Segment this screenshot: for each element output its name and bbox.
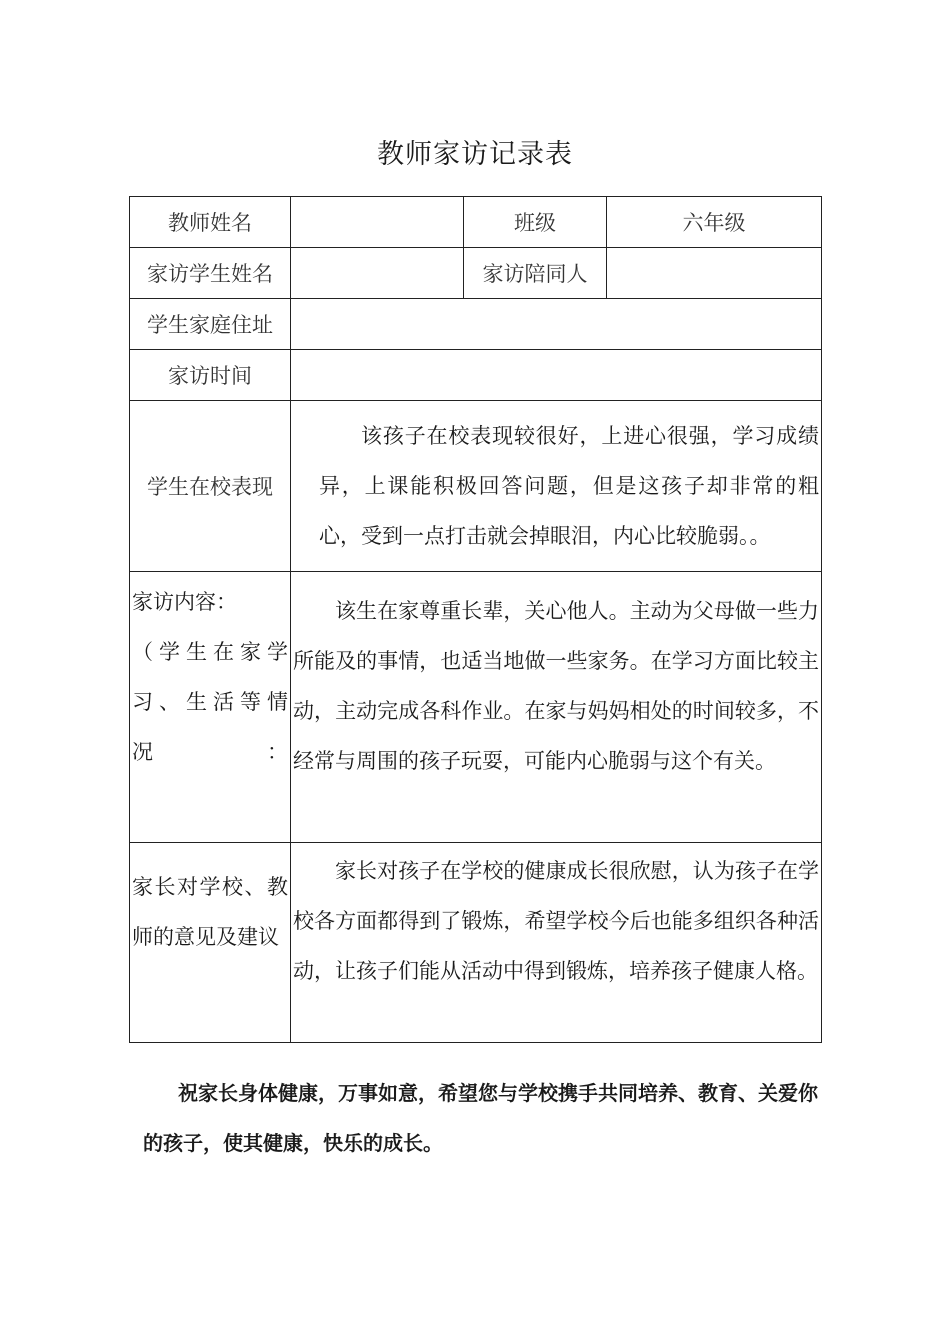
- visit-content-label-note: （学生在家学习、生活等情况：: [132, 640, 288, 764]
- teacher-name-field[interactable]: [291, 197, 464, 248]
- table-row: [130, 350, 822, 401]
- school-performance-text[interactable]: 该孩子在校表现较很好，上进心很强，学习成绩异，上课能积极回答问题，但是这孩子却非常的粗心，受到一点打击就会掉眼泪，内心比较脆弱。。: [291, 401, 822, 572]
- companion-field[interactable]: [607, 248, 822, 299]
- class-field[interactable]: 六年级: [607, 197, 822, 248]
- table-row: [130, 299, 822, 350]
- table-row: [130, 401, 822, 572]
- visit-content-label: [130, 572, 291, 843]
- student-name-field[interactable]: [291, 248, 464, 299]
- parent-opinion-label: 家长对学校、教师的意见及建议: [130, 843, 291, 1043]
- visit-content-label-title: 家访内容：: [132, 590, 237, 614]
- visit-record-table: [129, 196, 822, 1043]
- address-field[interactable]: [291, 299, 822, 350]
- table-row: [130, 843, 822, 1043]
- closing-message: 祝家长身体健康，万事如意，希望您与学校携手共同培养、教育、关爱你的孩子，使其健康，快乐的成长。: [143, 1081, 818, 1155]
- table-row: [130, 248, 822, 299]
- table-row: [130, 197, 822, 248]
- visit-time-label: 家访时间: [130, 350, 291, 401]
- companion-label: 家访陪同人: [464, 248, 607, 299]
- school-performance-label: 学生在校表现: [130, 401, 291, 572]
- student-name-label: 家访学生姓名: [130, 248, 291, 299]
- parent-opinion-text[interactable]: 家长对孩子在学校的健康成长很欣慰，认为孩子在学校各方面都得到了锻炼，希望学校今后也能多组织各种活动，让孩子们能从活动中得到锻炼，培养孩子健康人格。: [291, 843, 822, 1043]
- table-row: [130, 572, 822, 843]
- class-label: 班级: [464, 197, 607, 248]
- visit-time-field[interactable]: [291, 350, 822, 401]
- visit-content-text[interactable]: 该生在家尊重长辈，关心他人。主动为父母做一些力所能及的事情，也适当地做一些家务。在学习方面比较主动，主动完成各科作业。在家与妈妈相处的时间较多，不经常与周围的孩子玩耍，可能内心脆弱与这个有关。: [291, 572, 822, 843]
- teacher-name-label: 教师姓名: [130, 197, 291, 248]
- address-label: 学生家庭住址: [130, 299, 291, 350]
- page-title: 教师家访记录表: [377, 139, 573, 170]
